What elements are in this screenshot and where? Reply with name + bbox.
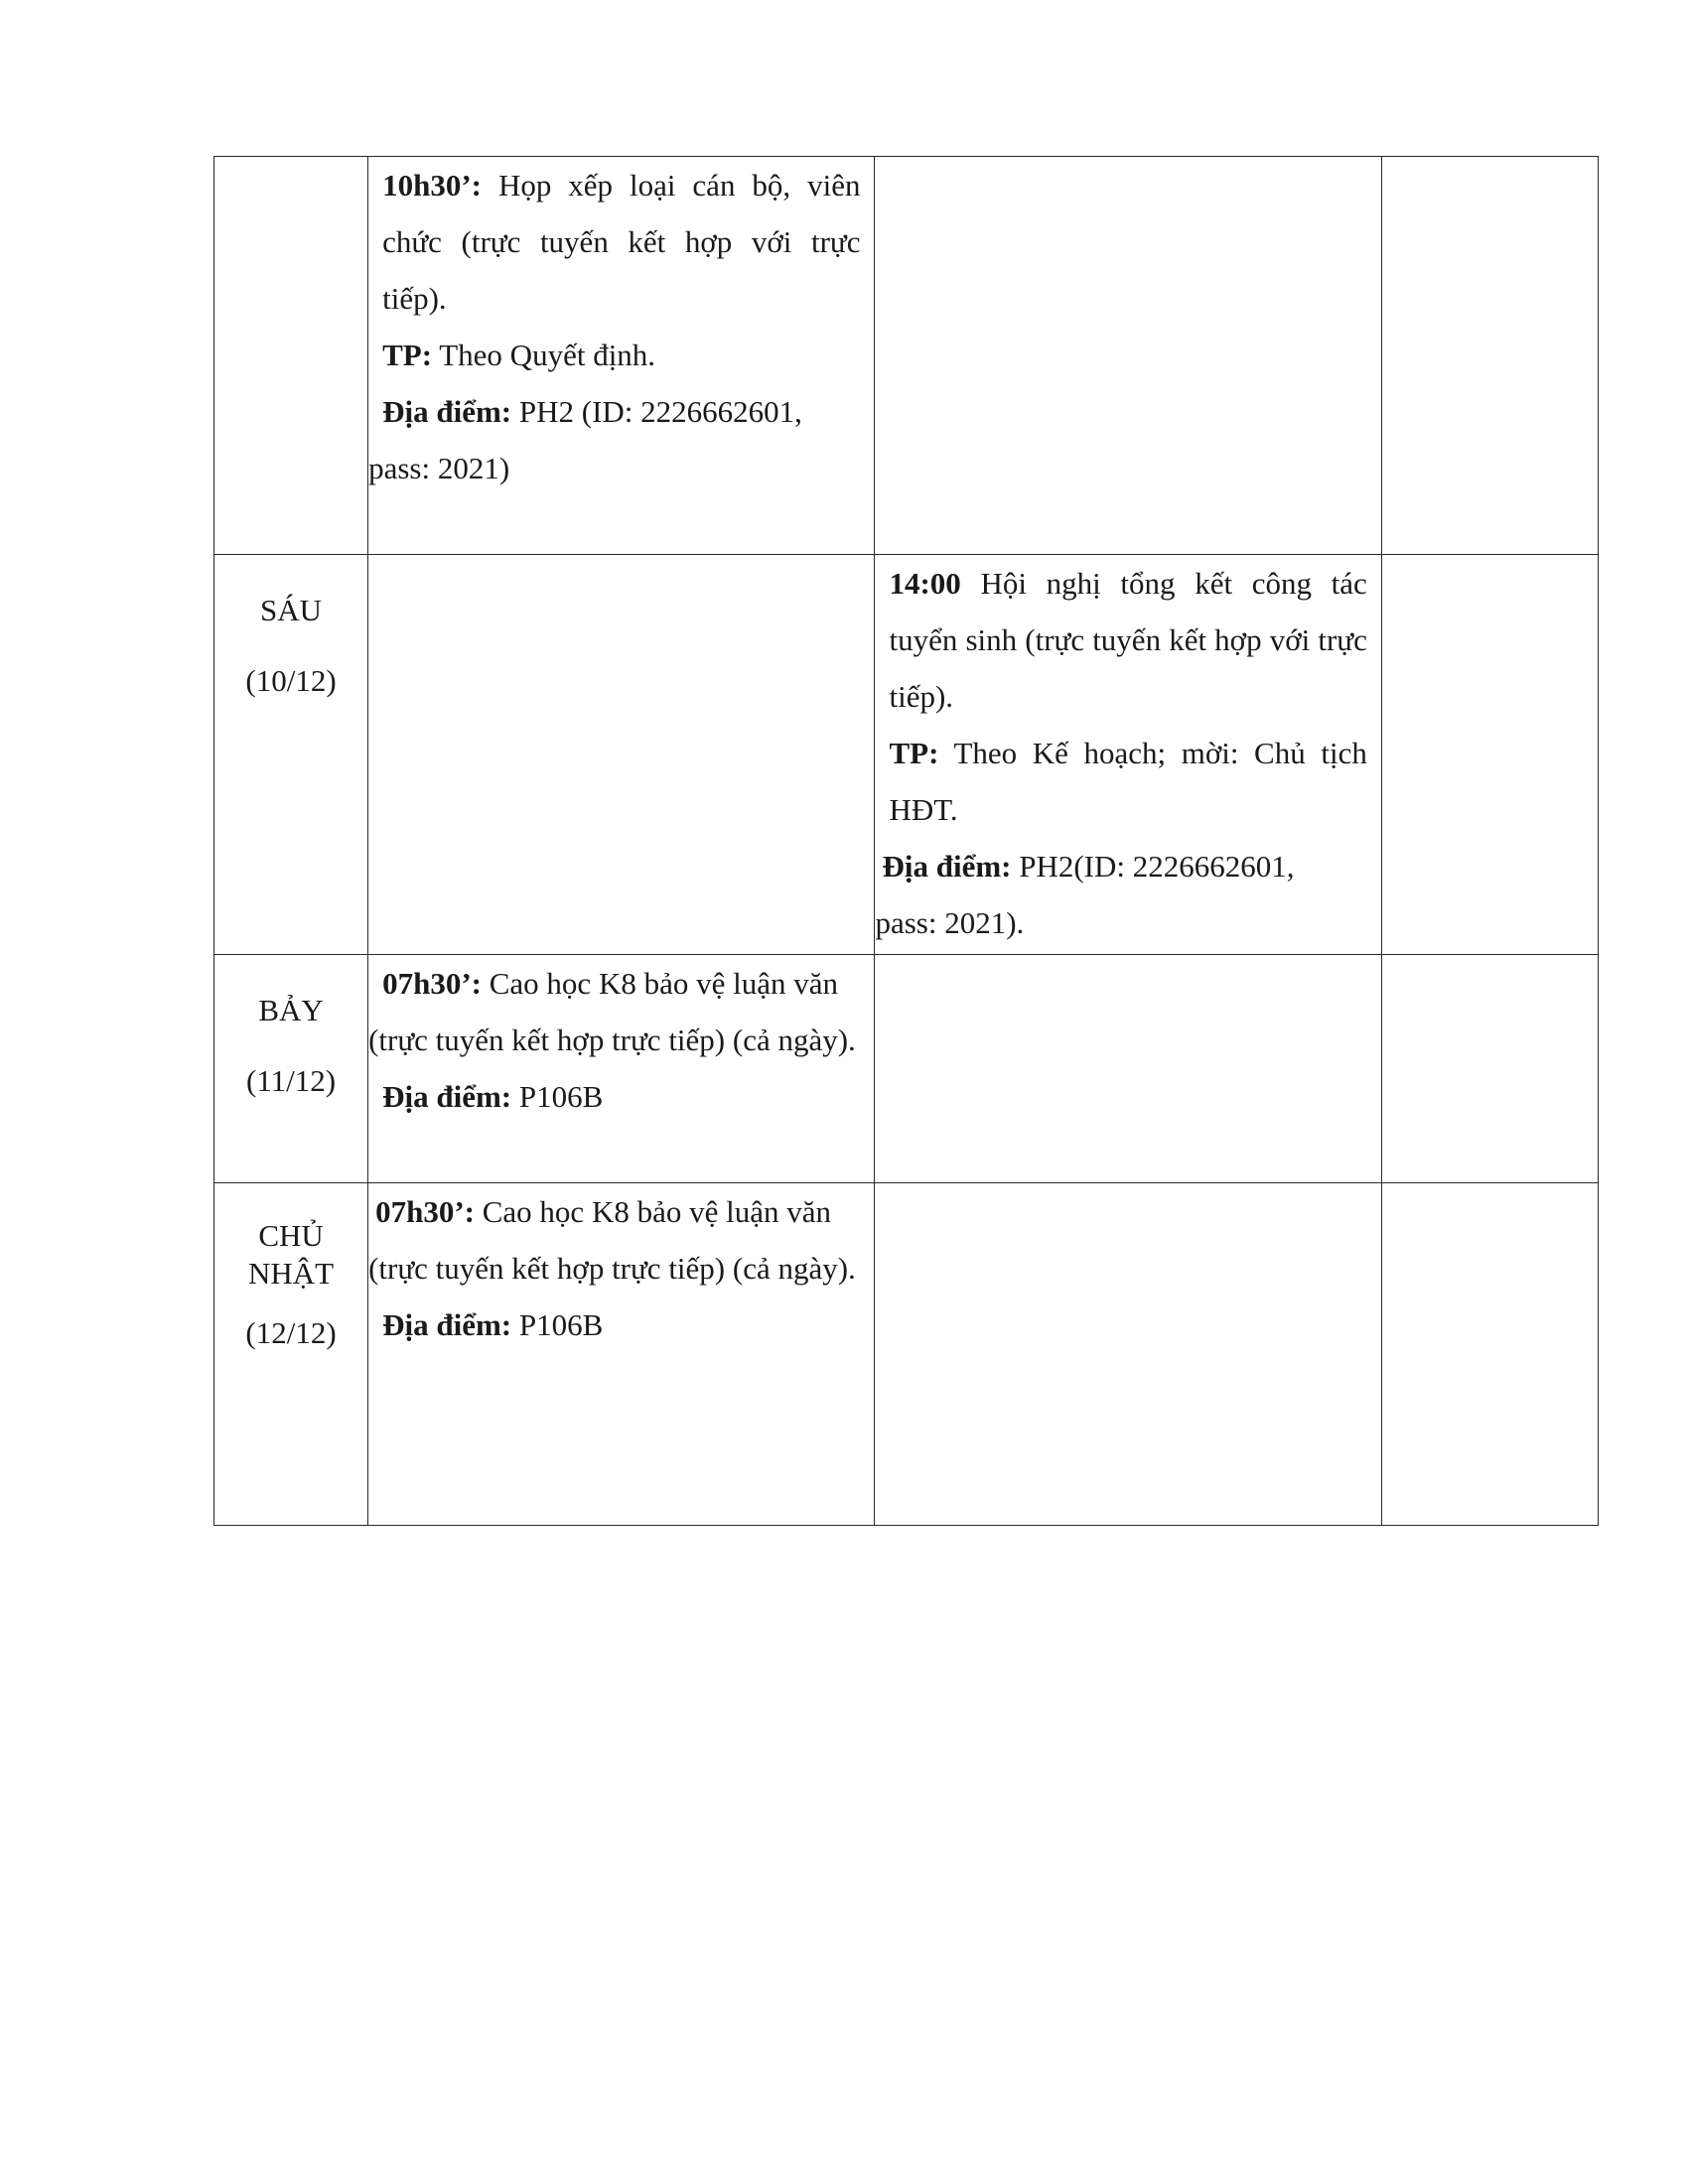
note-cell [1381,955,1598,1183]
tp-label: TP: [382,338,433,372]
day-date: (10/12) [245,663,337,698]
morning-cell [368,555,875,955]
place-value: PH2(ID: 2226662601, [1011,849,1295,884]
event-entry [368,1183,874,1353]
event-entry [368,955,874,1125]
day-label: BẢY [258,993,324,1027]
tp-label: TP: [889,736,939,770]
event-title: Hội nghị tổng kết công tác tuyển sinh (trực tuyến kết hợp với trực tiếp). [889,566,1367,714]
day-cell [214,955,368,1183]
afternoon-cell [875,955,1381,1183]
place-label: Địa điểm: [882,849,1012,884]
note-cell [1381,555,1598,955]
place-label: Địa điểm: [382,1307,512,1342]
event-title: Cao học K8 bảo vệ luận văn [482,966,838,1001]
event-title-continuation: (trực tuyến kết hợp trực tiếp) (cả ngày). [368,1023,856,1057]
morning-cell [368,955,875,1183]
note-cell [1381,1183,1598,1526]
afternoon-cell [875,555,1381,955]
place-label: Địa điểm: [382,394,512,429]
note-cell [1381,157,1598,555]
event-time: 14:00 [889,566,961,601]
event-title: Cao học K8 bảo vệ luận văn [475,1194,831,1229]
place-value: P106B [511,1307,604,1342]
day-label: SÁU [260,593,323,627]
day-cell [214,555,368,955]
event-time: 07h30’: [382,966,482,1001]
event-entry [368,157,874,496]
event-time: 10h30’: [382,168,482,203]
day-date: (12/12) [245,1315,337,1350]
day-cell [214,1183,368,1526]
morning-cell [368,1183,875,1526]
tp-value: Theo Quyết định. [432,338,656,372]
afternoon-cell [875,1183,1381,1526]
day-label: CHỦ NHẬT [248,1218,335,1291]
place-label: Địa điểm: [382,1079,512,1114]
place-continuation: pass: 2021) [368,451,510,485]
place-value: P106B [511,1079,604,1114]
table-row [214,157,1599,555]
schedule-table [213,156,1599,1526]
place-value: PH2 (ID: 2226662601, [511,394,802,429]
event-title-continuation: (trực tuyến kết hợp trực tiếp) (cả ngày). [368,1251,856,1286]
place-continuation: pass: 2021). [875,905,1025,940]
event-time: 07h30’: [375,1194,475,1229]
table-row [214,955,1599,1183]
morning-cell [368,157,875,555]
tp-value: Theo Kế hoạch; mời: Chủ tịch HĐT. [889,736,1367,827]
afternoon-cell [875,157,1381,555]
day-date: (11/12) [246,1063,337,1098]
event-entry [875,555,1380,951]
table-row [214,1183,1599,1526]
day-cell [214,157,368,555]
event-title: Họp xếp loại cán bộ, viên chức (trực tuyến kết hợp với trực tiếp). [382,168,861,316]
table-row [214,555,1599,955]
